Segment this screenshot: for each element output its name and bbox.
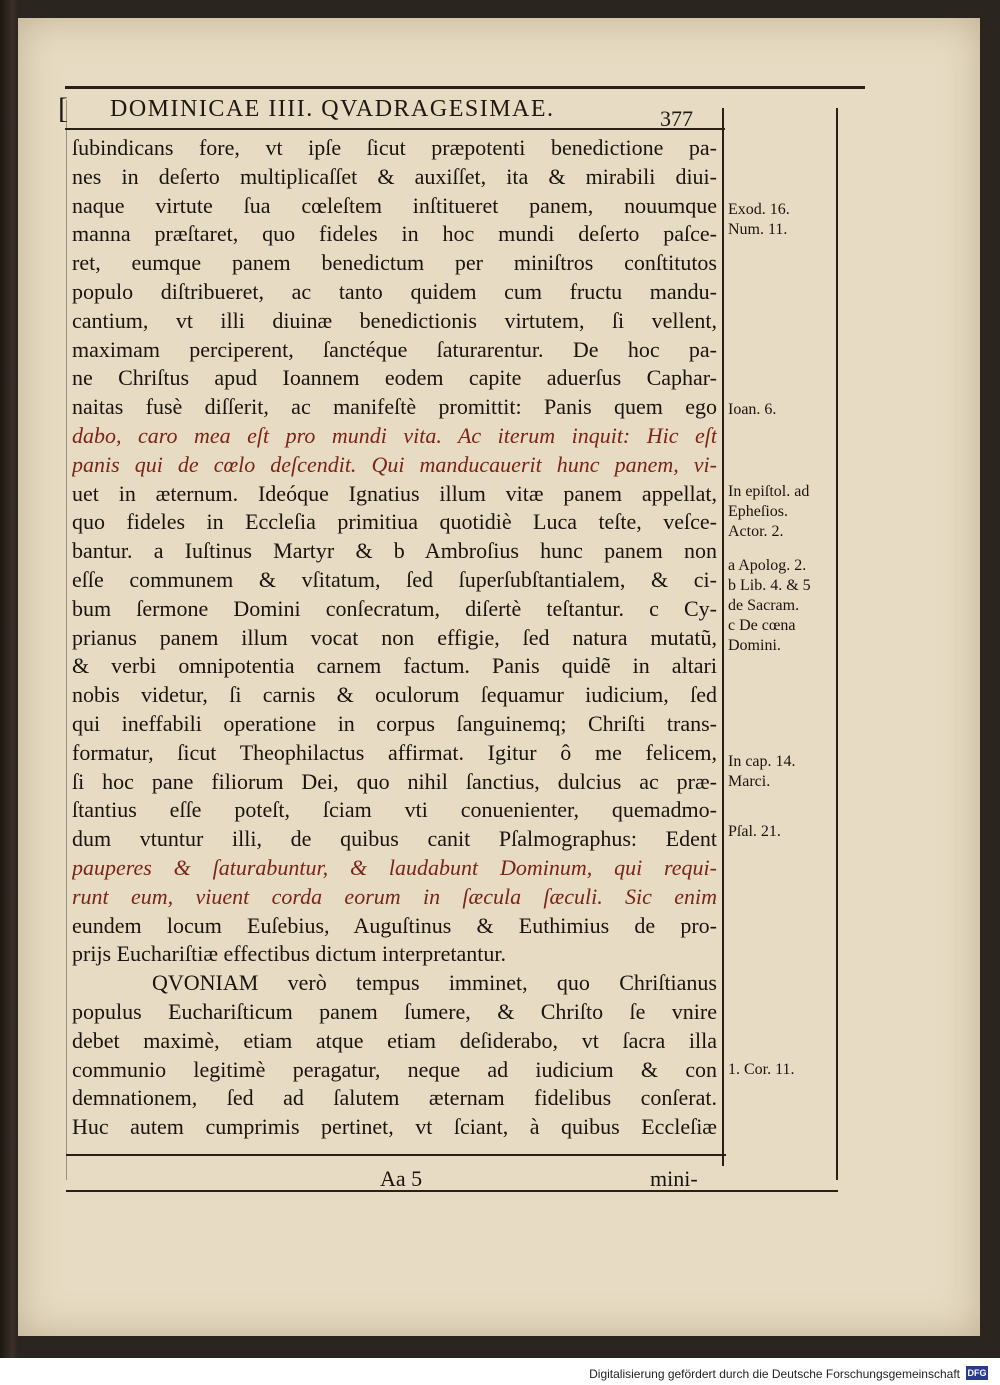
margin-note: In epiſtol. ad xyxy=(728,483,810,500)
margin-note: b Lib. 4. & 5 xyxy=(728,577,811,594)
text-line: nobis videtur, ſi carnis & oculorum ſequamur iudicium, ſed xyxy=(72,682,717,708)
catchword: mini- xyxy=(650,1166,698,1191)
text-rule-left xyxy=(66,100,67,1180)
text-line: dum vtuntur illi, de quibus canit Pſalmographus: Edent xyxy=(72,826,717,852)
text-line: cantium, vt illi diuinæ benedictionis virtutem, ſi vellent, xyxy=(72,307,717,333)
text-line: eundem locum Euſebius, Auguſtinus & Euthimius de pro- xyxy=(72,912,717,938)
margin-note: Epheſios. xyxy=(728,503,788,520)
margin-note: 1. Cor. 11. xyxy=(728,1061,795,1078)
text-line: maximam perciperent, ſanctéque ſaturarentur. De hoc pa- xyxy=(72,336,717,362)
text-line-paragraph-start: QVONIAM verò tempus imminet, quo Chriſtianus xyxy=(152,970,717,996)
text-line: ſi hoc pane filiorum Dei, quo nihil ſanctius, dulcius ac præ- xyxy=(72,768,717,794)
text-line: ſubindicans fore, vt ipſe ſicut præpotenti benedictione pa- xyxy=(72,135,717,160)
digitization-credit: Digitalisierung gefördert durch die Deutsche Forschungsgemeinschaft xyxy=(589,1367,960,1381)
margin-note: Domini. xyxy=(728,637,781,654)
text-line-quotation: panis qui de cœlo deſcendit. Qui manducauerit hunc panem, vi- xyxy=(72,451,717,477)
text-line: quo fideles in Eccleſia primitiua quotidiè Luca teſte, veſce- xyxy=(72,509,717,535)
text-line: ne Chriſtus apud Ioannem eodem capite aduerſus Caphar- xyxy=(72,365,717,391)
margin-note: Actor. 2. xyxy=(728,523,784,540)
margin-note: a Apolog. 2. xyxy=(728,557,807,574)
text-line: qui ineffabili operatione in corpus ſanguinemq; Chriſti trans- xyxy=(72,710,717,736)
text-line: & verbi omnipotentia carnem factum. Panis quidẽ in altari xyxy=(72,653,717,679)
margin-note: Num. 11. xyxy=(728,221,788,238)
book-spine-edge xyxy=(0,0,18,1358)
text-line: debet maximè, etiam atque etiam deſiderabo, vt ſacra illa xyxy=(72,1027,717,1053)
text-line: populus Euchariſticum panem ſumere, & Chriſto ſe vnire xyxy=(72,998,717,1024)
text-line: manna præſtaret, quo fideles in hoc mundi deſerto paſce- xyxy=(72,221,717,247)
margin-note: de Sacram. xyxy=(728,597,800,614)
footer-rule-bottom xyxy=(66,1190,838,1192)
text-line: ret, eumque panem benedictum per miniſtros conſtitutos xyxy=(72,250,717,276)
text-line: prijs Euchariſtiæ effectibus dictum interpretantur. xyxy=(72,941,506,967)
margin-note: Ioan. 6. xyxy=(728,401,777,418)
text-line: ſtantius eſſe poteſt, ſciam vti conuenienter, quemadmo- xyxy=(72,797,717,823)
signature-mark: Aa 5 xyxy=(380,1166,423,1191)
margin-rule-left xyxy=(722,108,724,1166)
text-line: formatur, ſicut Theophilactus affirmat. Igitur ô me felicem, xyxy=(72,739,717,765)
text-line: nes in deſerto multiplicaſſet & auxiſſet, ita & mirabili diui- xyxy=(72,163,717,189)
text-line: bum ſermone Domini conſecratum, diſertè teſtantur. c Cy- xyxy=(72,595,717,621)
margin-note: Pſal. 21. xyxy=(728,823,781,840)
margin-note: In cap. 14. xyxy=(728,753,796,770)
header-corner-mark: [ xyxy=(58,92,68,125)
text-line-quotation: runt eum, viuent corda eorum in ſæcula ſæculi. Sic enim xyxy=(72,883,717,909)
text-line: communio legitimè peragatur, neque ad iudicium & con xyxy=(72,1056,717,1082)
margin-rule-right xyxy=(836,108,838,1180)
text-line: bantur. a Iuſtinus Martyr & b Ambroſius hunc panem non xyxy=(72,538,717,564)
header-rule-top xyxy=(65,86,865,89)
text-line: eſſe communem & vſitatum, ſed ſuperſubſtantialem, & ci- xyxy=(72,566,717,592)
dfg-logo: DFG xyxy=(967,1368,987,1378)
header-rule-bottom xyxy=(65,128,725,130)
text-line: Huc autem cumprimis pertinet, vt ſciant, à quibus Eccleſiæ xyxy=(72,1114,717,1140)
margin-note: Marci. xyxy=(728,773,771,790)
text-line: uet in æternum. Ideóque Ignatius illum vitæ panem appellat, xyxy=(72,480,717,506)
text-line: naque virtute ſua cœleſtem inſtitueret panem, nouumque xyxy=(72,192,717,218)
margin-note: c De cœna xyxy=(728,617,796,634)
text-line: prianus panem illum vocat non effigie, ſed natura mutatũ, xyxy=(72,624,717,650)
text-line: naitas fusè diſſerit, ac manifeſtè promittit: Panis quem ego xyxy=(72,394,717,420)
page-number: 377 xyxy=(660,106,693,131)
text-line-quotation: pauperes & ſaturabuntur, & laudabunt Dominum, qui requi- xyxy=(72,854,717,880)
running-title: DOMINICAE IIII. QVADRAGESIMAE. xyxy=(110,96,555,122)
text-line-quotation: dabo, caro mea eſt pro mundi vita. Ac iterum inquit: Hic eſt xyxy=(72,422,717,448)
footer-rule-top xyxy=(66,1154,726,1156)
margin-note: Exod. 16. xyxy=(728,201,790,218)
text-line: populo diſtribueret, ac tanto quidem cum fructu mandu- xyxy=(72,278,717,304)
main-text-block xyxy=(72,134,717,1142)
text-line: demnationem, ſed ad ſalutem æternam fidelibus conſerat. xyxy=(72,1085,717,1111)
